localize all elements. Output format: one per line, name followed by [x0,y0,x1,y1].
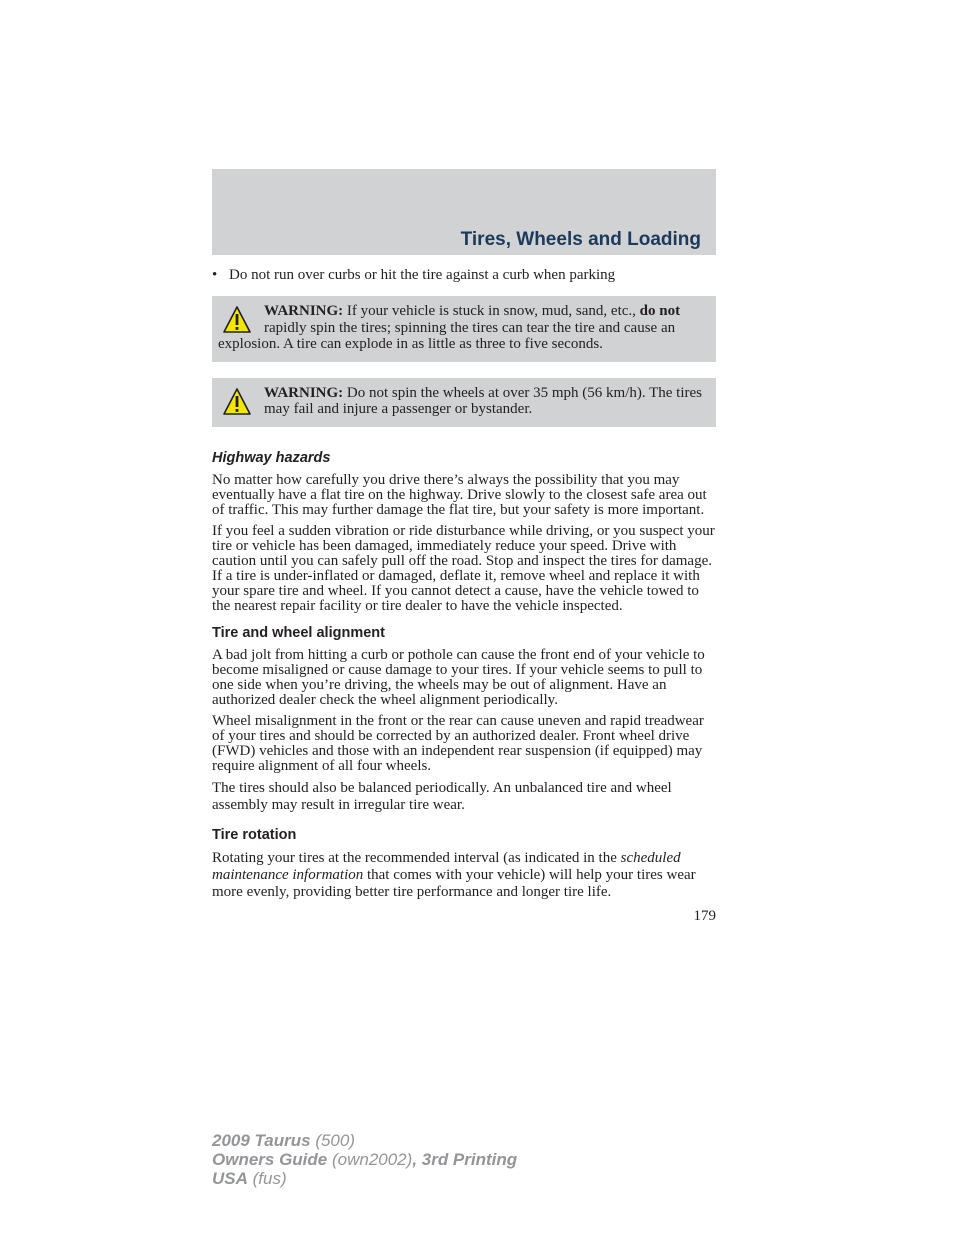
warning-label: WARNING: [264,303,344,319]
warning-triangle-icon [222,386,252,418]
footer-line [212,1169,517,1188]
section-heading: Tire and wheel alignment [212,624,385,641]
warning-text: If your vehicle is stuck in snow, mud, sand, etc., [343,303,640,319]
page-content [212,267,716,924]
section-heading: Tire rotation [212,826,297,843]
footer-market: USA [212,1169,248,1188]
footer-line [212,1150,517,1169]
document-footer [212,1131,517,1188]
footer-code: (500) [310,1131,356,1150]
paragraph: A bad jolt from hitting a curb or pothole can cause the front end of your vehicle to become misaligned or cause damage to your tires. If your vehicle seems to pull to one side when you’re driving, the wheels may be out of alignment. Have an authorized dealer check the wheel alignment periodically. [212,646,705,708]
paragraph-text: Rotating your tires at the recommended interval (as indicated in the [212,849,621,866]
warning-box [212,296,716,362]
paragraph: The tires should also be balanced periodically. An unbalanced tire and wheel assembly may result in irregular tire wear. [212,779,672,813]
bullet-icon: • [212,267,218,283]
list-item [212,267,716,284]
footer-guide: Owners Guide [212,1150,328,1169]
footer-code: (own2002) [327,1150,413,1169]
paragraph [212,850,716,901]
warning-emphasis: do not [639,303,681,319]
footer-line [212,1131,517,1150]
footer-model: 2009 Taurus [212,1131,311,1150]
chapter-header [212,169,716,255]
warning-box [212,378,716,427]
bullet-text: Do not run over curbs or hit the tire against a curb when parking [229,267,616,283]
warning-label: WARNING: [264,384,344,401]
paragraph-text: that comes with your vehicle) will help your tires wear more evenly, providing better tire performance and longer tire life. [212,866,696,900]
warning-text: Do not spin the wheels at over 35 mph (56 km/h). The tires may fail and injure a passenger or bystander. [264,384,702,417]
paragraph: Wheel misalignment in the front or the rear can cause uneven and rapid treadwear of your tires and should be corrected by an authorized dealer. Front wheel drive (FWD) vehicles and those with an independent rear suspension (if equipped) may require alignment of all four wheels. [212,712,704,774]
section-heading: Highway hazards [212,449,331,466]
footer-printing: , 3rd Printing [412,1150,518,1169]
paragraph: If you feel a sudden vibration or ride disturbance while driving, or you suspect your tire or vehicle has been damaged, immediately reduce your speed. Drive with caution until you can safely pull off the road. Stop and inspect the tires for damage. If a tire is under-inflated or damaged, deflate it, remove wheel and replace it with your spare tire and wheel. If you cannot detect a cause, have the vehicle towed to the nearest repair facility or tire dealer to have the vehicle inspected. [212,522,715,614]
warning-text: rapidly spin the tires; spinning the tires can tear the tire and cause an explosion. A tire can explode in as little as three to five seconds. [218,319,676,352]
paragraph: No matter how carefully you drive there’s always the possibility that you may eventually have a flat tire on the highway. Drive slowly to the closest safe area out of traffic. This may further damage the flat tire, but your safety is more important. [212,471,707,518]
warning-triangle-icon [222,304,252,336]
cross-reference: scheduled maintenance information [212,849,681,883]
footer-code: (fus) [247,1169,287,1188]
page-number: 179 [693,907,716,924]
chapter-title: Tires, Wheels and Loading [460,229,701,250]
